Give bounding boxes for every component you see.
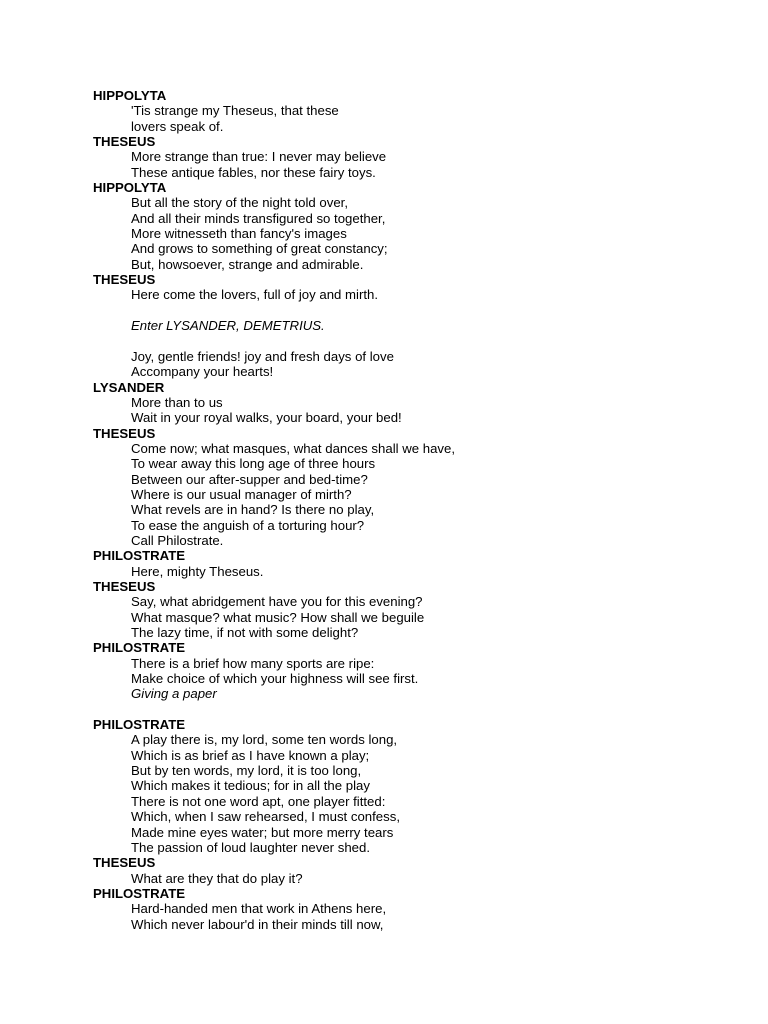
stage-direction: Giving a paper (131, 686, 217, 702)
verse-line: Made mine eyes water; but more merry tears (131, 824, 394, 840)
verse-line: More than to us (131, 394, 223, 410)
speaker-name: HIPPOLYTA (93, 88, 167, 103)
play-script (93, 88, 733, 932)
verse-line: Here come the lovers, full of joy and mirth. (131, 287, 379, 303)
verse-line: To wear away this long age of three hours (131, 456, 376, 472)
verse-line: Which never labour'd in their minds till now, (131, 916, 384, 932)
speaker-name: PHILOSTRATE (93, 640, 186, 656)
verse-line: These antique fables, nor these fairy toys. (131, 164, 376, 180)
verse-line: Wait in your royal walks, your board, your bed! (131, 410, 402, 426)
verse-line: Here, mighty Theseus. (131, 563, 264, 579)
verse-line: Which, when I saw rehearsed, I must confess, (131, 809, 400, 825)
verse-line: What revels are in hand? Is there no play, (131, 502, 375, 518)
verse-line: And all their minds transfigured so together, (131, 210, 386, 226)
verse-line: More witnesseth than fancy's images (131, 226, 347, 242)
verse-line: The passion of loud laughter never shed. (131, 839, 370, 855)
speaker-name: PHILOSTRATE (93, 548, 186, 564)
verse-line: Say, what abridgement have you for this evening? (131, 594, 423, 610)
speaker-name: LYSANDER (93, 379, 165, 395)
verse-line: Hard-handed men that work in Athens here, (131, 901, 387, 917)
verse-line: But, howsoever, strange and admirable. (131, 256, 364, 272)
verse-line: But all the story of the night told over, (131, 195, 348, 211)
verse-line: Which is as brief as I have known a play; (131, 747, 370, 763)
speaker-name: PHILOSTRATE (93, 885, 186, 901)
verse-line: But by ten words, my lord, it is too long, (131, 763, 362, 779)
verse-line: Accompany your hearts! (131, 364, 274, 380)
verse-line: There is not one word apt, one player fitted: (131, 793, 386, 809)
verse-line: There is a brief how many sports are ripe: (131, 655, 375, 671)
speaker-name: THESEUS (93, 134, 156, 150)
speaker-name: THESEUS (93, 425, 156, 441)
stage-direction: Enter LYSANDER, DEMETRIUS. (131, 318, 325, 334)
verse-line: Joy, gentle friends! joy and fresh days of love (131, 348, 394, 364)
speaker-name: THESEUS (93, 855, 156, 871)
verse-line: Where is our usual manager of mirth? (131, 486, 352, 502)
blank-line (93, 303, 733, 318)
verse-line: lovers speak of. (131, 118, 224, 134)
blank-line (93, 702, 733, 717)
verse-line: Call Philostrate. (131, 532, 224, 548)
verse-line: 'Tis strange my Theseus, that these (131, 103, 339, 119)
speaker-name: HIPPOLYTA (93, 180, 167, 196)
verse-line: The lazy time, if not with some delight? (131, 625, 359, 641)
verse-line: Make choice of which your highness will see first. (131, 671, 419, 687)
speaker-name: THESEUS (93, 272, 156, 288)
speaker-name: THESEUS (93, 579, 156, 594)
verse-line: To ease the anguish of a torturing hour? (131, 517, 365, 533)
verse-line: And grows to something of great constancy; (131, 241, 388, 257)
speaker-name: PHILOSTRATE (93, 717, 186, 733)
verse-line: What masque? what music? How shall we beguile (131, 609, 425, 625)
verse-line: Which makes it tedious; for in all the play (131, 778, 370, 794)
verse-line: More strange than true: I never may believe (131, 149, 387, 165)
verse-line: A play there is, my lord, some ten words long, (131, 732, 398, 748)
verse-line: Between our after-supper and bed-time? (131, 471, 368, 487)
verse-line: What are they that do play it? (131, 870, 303, 886)
verse-line: Come now; what masques, what dances shall we have, (131, 440, 455, 456)
blank-line (93, 334, 733, 349)
